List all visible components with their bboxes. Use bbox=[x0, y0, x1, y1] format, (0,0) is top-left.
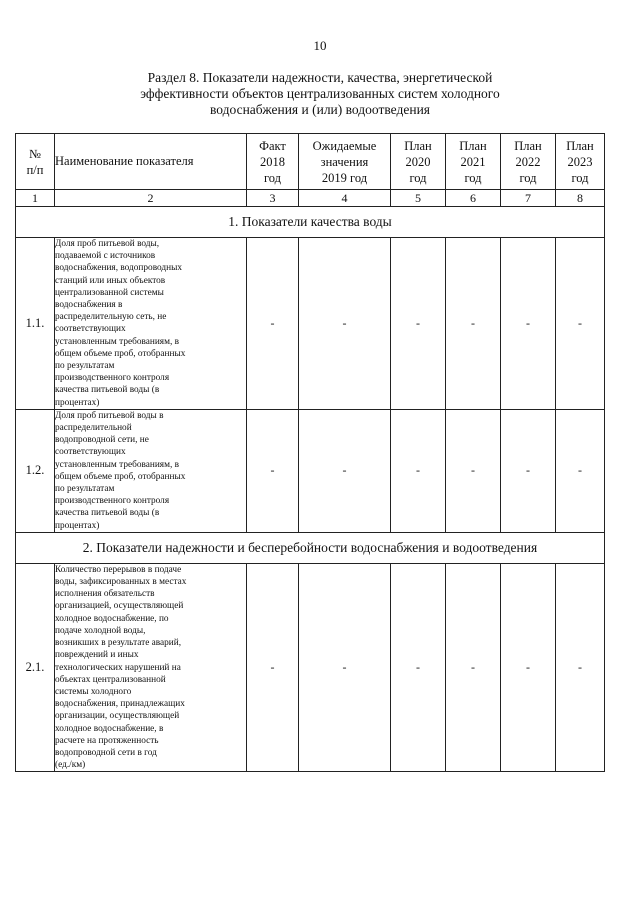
header-fact-2018: Факт 2018 год bbox=[247, 134, 299, 190]
value-plan-2022: - bbox=[501, 238, 556, 410]
value-plan-2023: - bbox=[556, 238, 605, 410]
table-row bbox=[16, 409, 605, 532]
column-number: 3 bbox=[247, 190, 299, 207]
column-number: 1 bbox=[16, 190, 55, 207]
value-plan-2021: - bbox=[446, 409, 501, 532]
value-plan-2020: - bbox=[391, 409, 446, 532]
value-plan-2023: - bbox=[556, 563, 605, 771]
section-heading-reliability: 2. Показатели надежности и бесперебойности водоснабжения и водоотведения bbox=[16, 532, 605, 563]
value-fact-2018: - bbox=[247, 409, 299, 532]
header-plan-2023: План 2023 год bbox=[556, 134, 605, 190]
header-plan-2022: План 2022 год bbox=[501, 134, 556, 190]
column-number: 4 bbox=[299, 190, 391, 207]
section-title bbox=[110, 70, 530, 118]
indicators-table bbox=[15, 133, 605, 772]
value-plan-2020: - bbox=[391, 563, 446, 771]
section-title-line: Раздел 8. Показатели надежности, качества, энергетической bbox=[147, 70, 493, 85]
row-number: 2.1. bbox=[16, 563, 55, 771]
column-number: 5 bbox=[391, 190, 446, 207]
section-row bbox=[16, 532, 605, 563]
value-plan-2023: - bbox=[556, 409, 605, 532]
section-heading-water-quality: 1. Показатели качества воды bbox=[16, 207, 605, 238]
value-plan-2021: - bbox=[446, 563, 501, 771]
column-number: 8 bbox=[556, 190, 605, 207]
header-number: № п/п bbox=[16, 134, 55, 190]
column-number: 6 bbox=[446, 190, 501, 207]
value-expected-2019: - bbox=[299, 563, 391, 771]
indicator-name: Доля проб питьевой воды в распределительной водопроводной сети, не соответствующих установленным требованиям, в общем объеме проб, отобранных по результатам производственного контроля качества питьевой воды (в процентах) bbox=[55, 409, 247, 532]
value-expected-2019: - bbox=[299, 238, 391, 410]
page-number: 10 bbox=[313, 38, 327, 53]
section-title-line: водоснабжения и (или) водоотведения bbox=[209, 102, 431, 117]
value-plan-2021: - bbox=[446, 238, 501, 410]
value-fact-2018: - bbox=[247, 563, 299, 771]
column-number: 7 bbox=[501, 190, 556, 207]
header-plan-2021: План 2021 год bbox=[446, 134, 501, 190]
indicator-name: Количество перерывов в подаче воды, зафиксированных в местах исполнения обязательств организацией, осуществляющей холодное водоснабжение, по подаче холодной воды, возникших в результате аварий, повреждений и иных технологических нарушений на объектах централизованной системы холодного водоснабжения, принадлежащих организации, осуществляющей холодное водоснабжение, в расчете на протяженность водопроводной сети в год (ед./км) bbox=[55, 563, 247, 771]
row-number: 1.1. bbox=[16, 238, 55, 410]
column-number: 2 bbox=[55, 190, 247, 207]
table-row bbox=[16, 238, 605, 410]
value-plan-2022: - bbox=[501, 563, 556, 771]
value-expected-2019: - bbox=[299, 409, 391, 532]
value-fact-2018: - bbox=[247, 238, 299, 410]
indicator-name: Доля проб питьевой воды, подаваемой с источников водоснабжения, водопроводных станций или иных объектов централизованной системы водоснабжения в распределительную сеть, не соответствующих установленным требованиям, в общем объеме проб, отобранных по результатам производственного контроля качества питьевой воды (в процентах) bbox=[55, 238, 247, 410]
header-expected-2019: Ожидаемые значения 2019 год bbox=[299, 134, 391, 190]
header-row bbox=[16, 134, 605, 190]
section-title-line: эффективности объектов централизованных систем холодного bbox=[140, 86, 500, 101]
section-row bbox=[16, 207, 605, 238]
value-plan-2020: - bbox=[391, 238, 446, 410]
header-plan-2020: План 2020 год bbox=[391, 134, 446, 190]
column-number-row bbox=[16, 190, 605, 207]
value-plan-2022: - bbox=[501, 409, 556, 532]
row-number: 1.2. bbox=[16, 409, 55, 532]
header-indicator-name: Наименование показателя bbox=[55, 134, 247, 190]
table-row bbox=[16, 563, 605, 771]
